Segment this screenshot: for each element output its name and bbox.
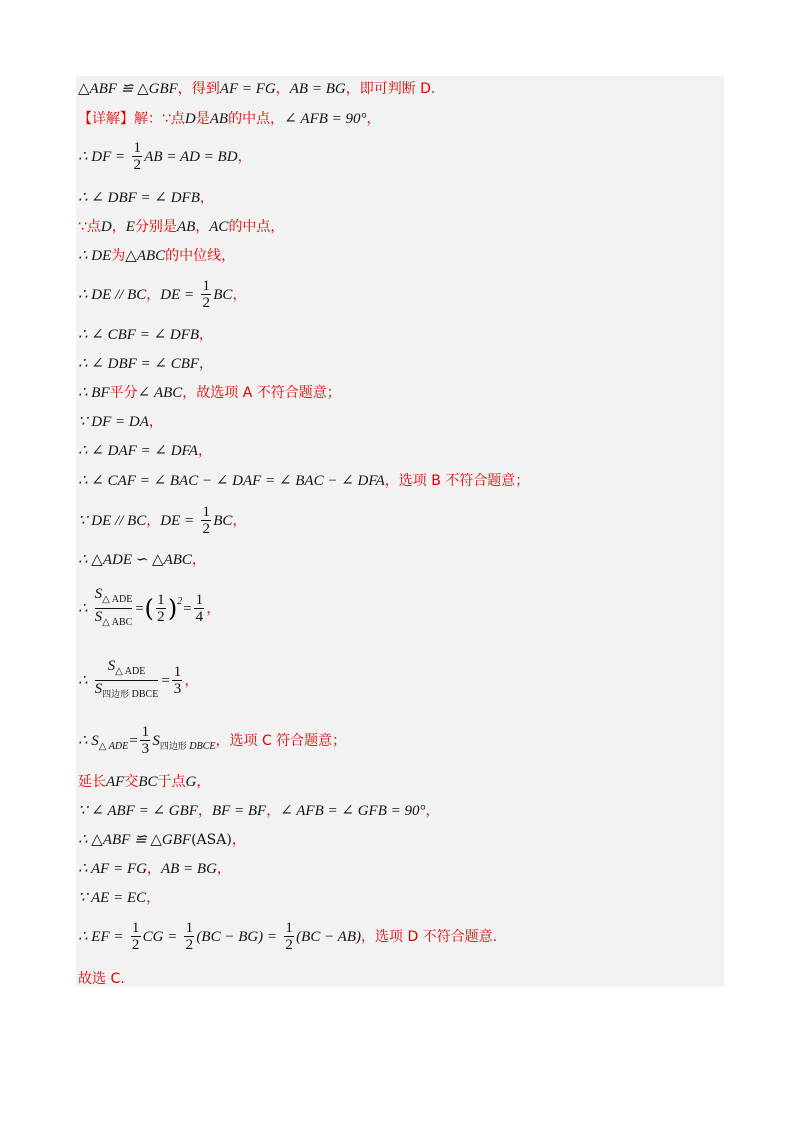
equals: = bbox=[128, 733, 139, 749]
equation: ∴ DF = bbox=[78, 149, 126, 165]
area-term: S bbox=[152, 733, 160, 749]
line-16: ∴ $\frac{S_{\triangle ADE}}{S_{\triangle ABC}}$ =( $\frac{1}{2}$ )$^2$= $\frac{1}{4}$ ， bbox=[78, 586, 220, 631]
line-1 bbox=[78, 80, 435, 97]
comma: ， bbox=[266, 803, 281, 819]
segment-label: AB bbox=[209, 111, 229, 127]
point-label: D bbox=[100, 219, 112, 235]
text: 平分 bbox=[109, 385, 138, 401]
comma: ， bbox=[146, 513, 161, 529]
comma: ， bbox=[237, 149, 252, 165]
angle-label: ∠ ABC bbox=[137, 385, 183, 401]
fraction: $\frac{1}{4}$ bbox=[195, 592, 204, 625]
point-label: D bbox=[184, 111, 196, 127]
fraction: $\frac{1}{2}$ bbox=[202, 504, 211, 537]
text: 延长 bbox=[78, 774, 106, 790]
subscript: △ ADE bbox=[98, 741, 129, 752]
equation: BF = BF bbox=[211, 803, 267, 819]
fraction: $\frac{1}{3}$ bbox=[173, 664, 182, 697]
comma: ， bbox=[184, 673, 199, 689]
area-ratio-fraction: $\frac{S_{\triangle ADE}}{S_{四边形 DBCE}}$ bbox=[94, 658, 159, 700]
segment-label: BC bbox=[138, 774, 158, 790]
equation: ∴ AF = FG bbox=[78, 861, 147, 877]
segment-label: AC bbox=[209, 219, 229, 235]
line-14 bbox=[78, 504, 246, 537]
segment-label: AF bbox=[106, 774, 125, 790]
equation: ∴ ∠ DAF = ∠ DFA bbox=[78, 443, 198, 459]
text: 的中点， bbox=[228, 111, 285, 127]
equals: = bbox=[134, 601, 145, 617]
segment-label: ∴ BF bbox=[78, 385, 110, 401]
angle-equation: ∠ AFB = ∠ GFB = 90° bbox=[280, 803, 426, 819]
line-17 bbox=[78, 658, 198, 703]
equation: ∵ DF = DA bbox=[78, 414, 149, 430]
fraction: $\frac{1}{2}$ bbox=[131, 920, 140, 953]
equation: (BC − BG) = bbox=[196, 929, 278, 945]
fraction: $\frac{1}{2}$ bbox=[202, 278, 211, 311]
comma: ， bbox=[231, 832, 246, 848]
congruence-statement: ∴ △ABF ≌ △GBF bbox=[78, 832, 192, 848]
therefore: ∴ bbox=[78, 601, 88, 617]
line-6 bbox=[78, 247, 235, 264]
segment-label: BC bbox=[213, 287, 233, 303]
conclusion-b: ，选项 B 不符合题意； bbox=[384, 473, 530, 489]
line-13 bbox=[78, 472, 529, 489]
equation: DE = bbox=[160, 287, 195, 303]
exponent: 2 bbox=[177, 596, 183, 607]
line-25 bbox=[78, 970, 125, 986]
line-15 bbox=[78, 551, 206, 568]
equation: ∴ ∠ DBF = ∠ CBF bbox=[78, 356, 200, 372]
equation: (BC − AB) bbox=[296, 929, 361, 945]
line-22 bbox=[78, 860, 231, 877]
line-12 bbox=[78, 442, 212, 459]
text: ，即可判断 D. bbox=[345, 81, 436, 97]
point-label: G bbox=[185, 774, 197, 790]
text: 是 bbox=[195, 111, 210, 127]
segment-label: AB bbox=[176, 219, 196, 235]
comma: ， bbox=[199, 356, 214, 372]
parallel-statement: ∵ DE // BC bbox=[78, 513, 147, 529]
conclusion-c: ，选项 C 符合题意； bbox=[215, 733, 347, 749]
line-24 bbox=[78, 920, 497, 953]
text: 分别是 bbox=[134, 219, 177, 235]
line-2 bbox=[78, 110, 381, 127]
comma: ， bbox=[148, 414, 163, 430]
line-8 bbox=[78, 326, 213, 343]
triangle-label: △ABC bbox=[125, 248, 166, 264]
text: 的中位线， bbox=[165, 248, 236, 264]
point-label: E bbox=[125, 219, 135, 235]
conclusion-d: ，选项 D 不符合题意. bbox=[361, 929, 498, 945]
equation: DE = bbox=[160, 513, 195, 529]
equation: ∵ ∠ ABF = ∠ GBF bbox=[78, 803, 198, 819]
comma: ， bbox=[199, 190, 214, 206]
similarity-statement: ∴ △ADE ∽ △ABC bbox=[78, 552, 192, 568]
congruence-statement: △ABF ≌ △GBF bbox=[78, 81, 178, 97]
comma: ， bbox=[195, 219, 210, 235]
comma: ， bbox=[206, 601, 221, 617]
text: ∵点 bbox=[78, 219, 101, 235]
comma: ， bbox=[196, 774, 211, 790]
comma: ， bbox=[111, 219, 126, 235]
equals: = bbox=[182, 601, 193, 617]
equation: ∴ ∠ CAF = ∠ BAC − ∠ DAF = ∠ BAC − ∠ DFA bbox=[78, 473, 385, 489]
line-21 bbox=[78, 831, 246, 848]
equation: AB = BG bbox=[289, 81, 346, 97]
line-7 bbox=[78, 278, 246, 311]
comma: ， bbox=[199, 327, 214, 343]
text: ，得到 bbox=[177, 81, 220, 97]
final-answer: 故选 C. bbox=[78, 971, 125, 987]
comma: ， bbox=[197, 443, 212, 459]
fraction: $\frac{1}{2}$ bbox=[285, 920, 293, 953]
equation: AB = BG bbox=[160, 861, 217, 877]
comma: ， bbox=[366, 111, 381, 127]
comma: ， bbox=[197, 803, 212, 819]
comma: ， bbox=[146, 890, 161, 906]
line-20 bbox=[78, 802, 439, 819]
line-4 bbox=[78, 189, 214, 206]
segment-label: ∴ DE bbox=[78, 248, 112, 264]
text: 交 bbox=[124, 774, 139, 790]
fraction: $\frac{1}{2}$ bbox=[185, 920, 194, 953]
text: 的中点， bbox=[228, 219, 285, 235]
equals: = bbox=[160, 673, 171, 689]
area-ratio-fraction: $\frac{S_{\triangle ADE}}{S_{\triangle ABC}}$ bbox=[94, 586, 133, 628]
comma: ， bbox=[232, 513, 247, 529]
line-18: ∴ $S_{\triangle ADE}=$ $\frac{1}{3}$ $S_{四边形 DBCE}$，选项 C 符合题意； bbox=[78, 724, 347, 757]
line-19 bbox=[78, 773, 210, 790]
comma: ， bbox=[232, 287, 247, 303]
line-9 bbox=[78, 355, 213, 372]
line-5 bbox=[78, 218, 284, 235]
comma: ， bbox=[216, 861, 231, 877]
equation: ∴ EF = bbox=[78, 929, 124, 945]
area-term: ∴ S bbox=[78, 733, 99, 749]
detail-heading: 【详解】解：∵点 bbox=[78, 111, 185, 127]
equation: AF = FG bbox=[219, 81, 276, 97]
equation: CG = bbox=[142, 929, 178, 945]
comma: ， bbox=[191, 552, 206, 568]
segment-label: BC bbox=[213, 513, 233, 529]
text: 于点 bbox=[157, 774, 186, 790]
equation: ∴ ∠ CBF = ∠ DFB bbox=[78, 327, 200, 343]
fraction: $\frac{1}{3}$ bbox=[141, 724, 150, 757]
equation: AB = AD = BD bbox=[144, 149, 238, 165]
comma: ， bbox=[146, 287, 161, 303]
equation: ∴ ∠ DBF = ∠ DFB bbox=[78, 190, 200, 206]
comma: ， bbox=[425, 803, 440, 819]
equation: ∵ AE = EC bbox=[78, 890, 147, 906]
therefore: ∴ bbox=[78, 673, 88, 689]
line-3 bbox=[78, 140, 252, 173]
reason: (ASA) bbox=[191, 832, 232, 848]
fraction: $\frac{1}{2}$ bbox=[157, 592, 165, 625]
line-10 bbox=[78, 384, 341, 401]
line-11 bbox=[78, 413, 163, 430]
text: 为 bbox=[111, 248, 126, 264]
line-23 bbox=[78, 889, 160, 906]
parallel-statement: ∴ DE // BC bbox=[78, 287, 147, 303]
comma: ， bbox=[275, 81, 290, 97]
fraction: $\frac{1}{2}$ bbox=[133, 140, 142, 173]
conclusion-a: ，故选项 A 不符合题意； bbox=[182, 385, 341, 401]
angle-equation: ∠ AFB = 90° bbox=[284, 111, 367, 127]
comma: ， bbox=[146, 861, 161, 877]
